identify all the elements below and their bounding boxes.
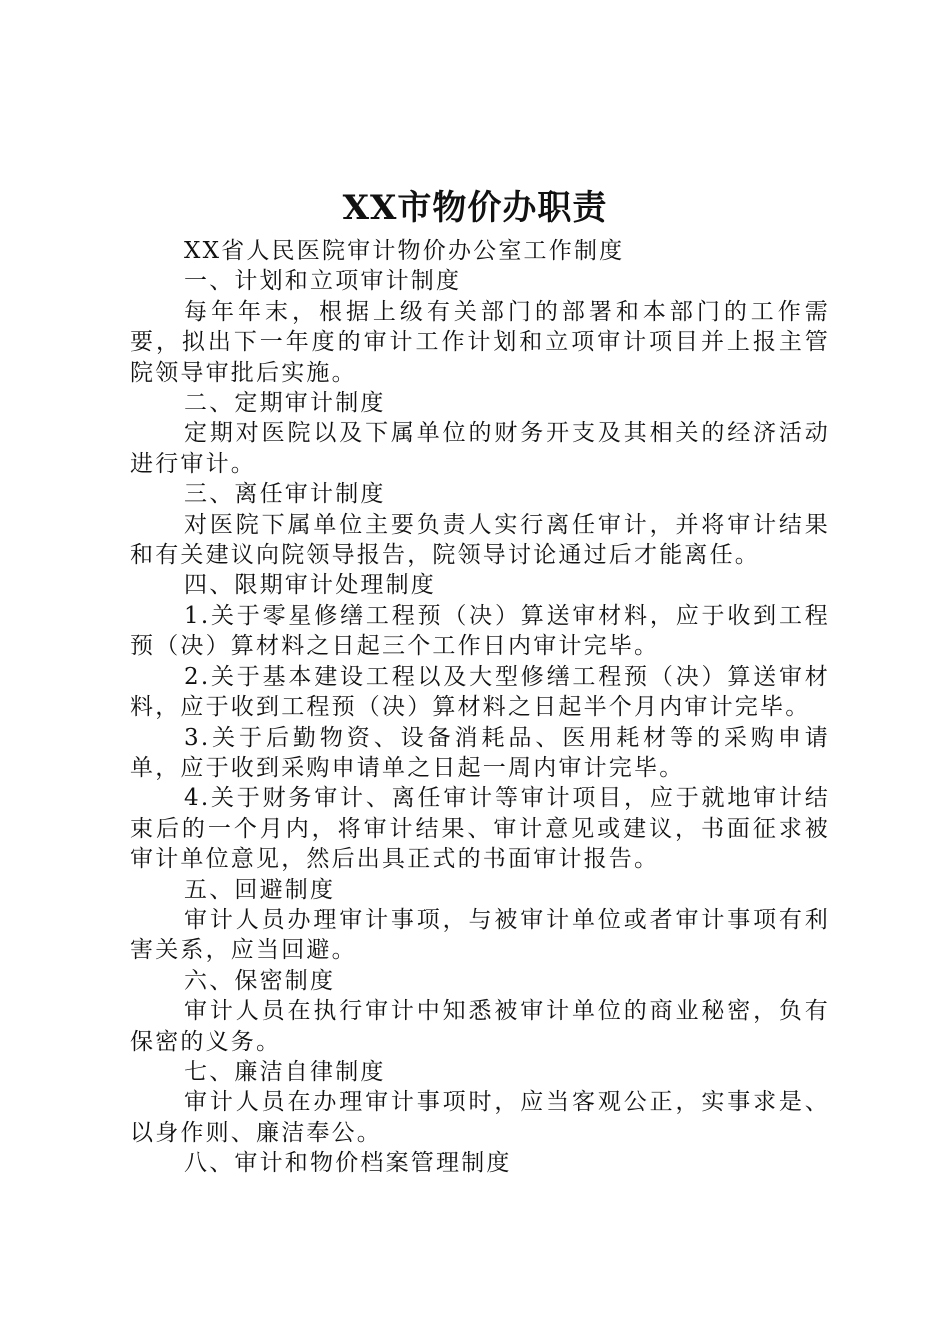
section-heading-deadline-audit: 四、限期审计处理制度 xyxy=(184,572,436,599)
section-heading-recusal: 五、回避制度 xyxy=(184,876,336,903)
section-heading-archive-management: 八、审计和物价档案管理制度 xyxy=(184,1150,512,1177)
paragraph-planning-audit: 每年年末，根据上级有关部门的部署和本部门的工作需要，拟出下一年度的审计工作计划和立项审计项目并上报主管院领导审批后实施。 xyxy=(130,298,830,386)
paragraph-subtitle: XX省人民医院审计物价办公室工作制度 xyxy=(184,238,625,264)
section-heading-departure-audit: 三、离任审计制度 xyxy=(184,481,386,508)
list-item-deadline-3: 3.关于后勤物资、设备消耗品、医用耗材等的采购申请单，应于收到采购申请单之日起一周内审计完毕。 xyxy=(130,724,830,781)
list-item-deadline-4: 4.关于财务审计、离任审计等审计项目，应于就地审计结束后的一个月内，将审计结果、审计意见或建议，书面征求被审计单位意见，然后出具正式的书面审计报告。 xyxy=(130,785,830,873)
list-item-deadline-1: 1.关于零星修缮工程预（决）算送审材料，应于收到工程预（决）算材料之日起三个工作日内审计完毕。 xyxy=(130,602,830,660)
document-title: XX市物价办职责 xyxy=(342,188,608,228)
section-heading-confidentiality: 六、保密制度 xyxy=(184,967,336,994)
section-heading-periodic-audit: 二、定期审计制度 xyxy=(184,390,386,417)
document-body xyxy=(130,236,830,1179)
paragraph-departure-audit: 对医院下属单位主要负责人实行离任审计，并将审计结果和有关建议向院领导报告，院领导讨论通过后才能离任。 xyxy=(130,511,830,569)
section-heading-planning-audit: 一、计划和立项审计制度 xyxy=(184,268,462,295)
paragraph-recusal: 审计人员办理审计事项，与被审计单位或者审计事项有利害关系，应当回避。 xyxy=(130,906,830,964)
paragraph-confidentiality: 审计人员在执行审计中知悉被审计单位的商业秘密，负有保密的义务。 xyxy=(130,998,830,1055)
paragraph-integrity: 审计人员在办理审计事项时，应当客观公正，实事求是、以身作则、廉洁奉公。 xyxy=(130,1089,830,1146)
paragraph-periodic-audit: 定期对医院以及下属单位的财务开支及其相关的经济活动进行审计。 xyxy=(130,420,830,477)
list-item-deadline-2: 2.关于基本建设工程以及大型修缮工程预（决）算送审材料，应于收到工程预（决）算材料之日起半个月内审计完毕。 xyxy=(130,663,830,721)
section-heading-integrity: 七、廉洁自律制度 xyxy=(184,1058,386,1085)
